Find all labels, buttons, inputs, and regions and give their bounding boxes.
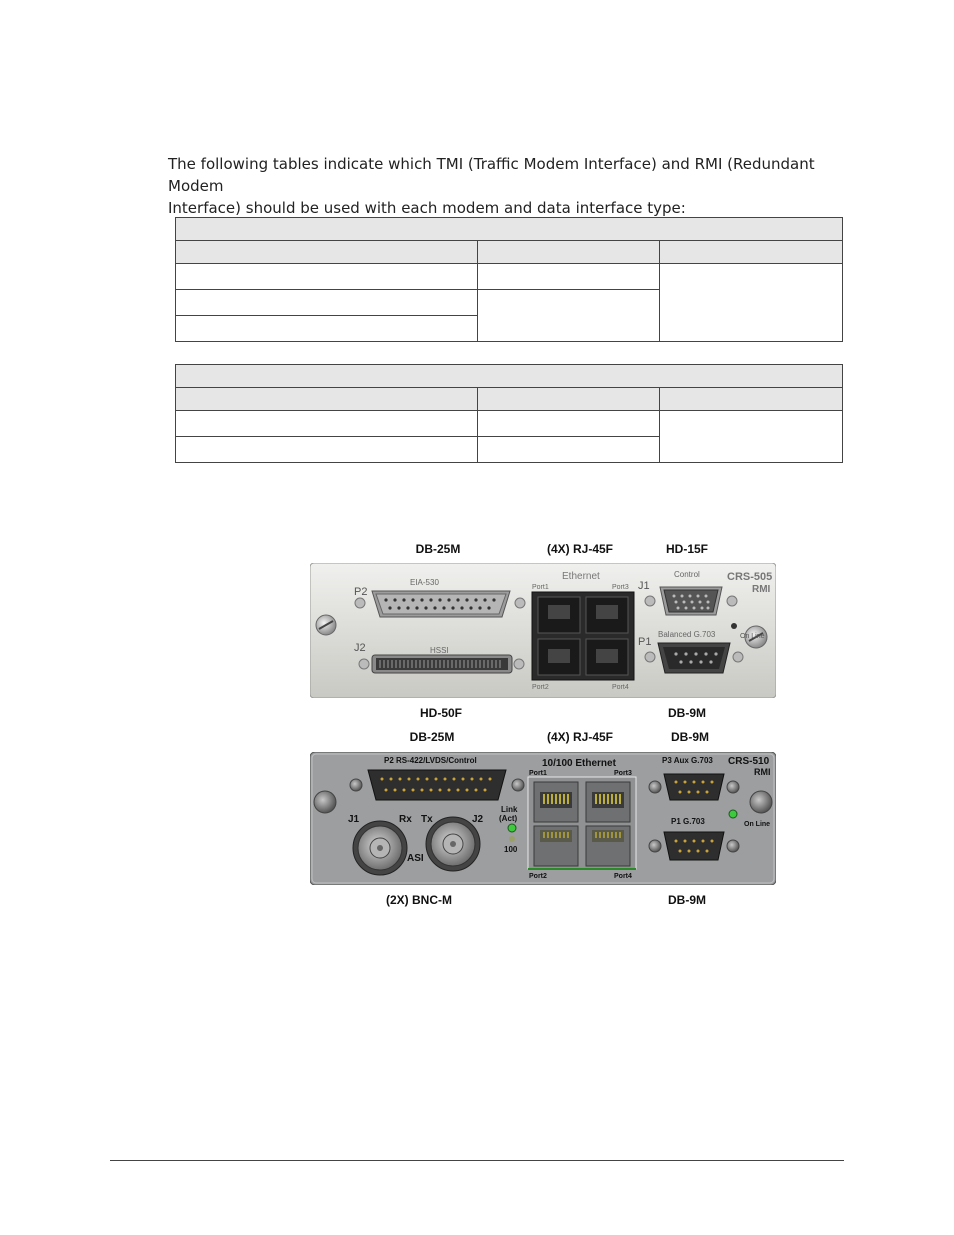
intro-line-2: Interface) should be used with each modem and data interface type:: [168, 199, 686, 217]
j2-label: J2: [354, 642, 366, 654]
db25-connector[interactable]: [350, 770, 524, 800]
panel-screw-left: [314, 791, 336, 813]
link-led: [508, 824, 516, 832]
bnc-connector-rx[interactable]: [353, 821, 407, 875]
link-label: Link: [501, 805, 518, 814]
figure2-label-db25m: DB-25M: [409, 730, 455, 744]
p2-label: P2 RS-422/LVDS/Control: [384, 756, 477, 765]
rj45-port-4[interactable]: [586, 639, 628, 675]
asi-label: ASI: [407, 853, 424, 864]
speed-led: [509, 836, 515, 842]
port1-label: Port1: [532, 584, 549, 591]
table-header-row: [176, 241, 843, 264]
intro-line-1: The following tables indicate which TMI (Traffic Modem Interface) and RMI (Redundant Modem: [168, 155, 815, 195]
eia530-label: EIA-530: [410, 578, 439, 587]
rmi-label: RMI: [754, 767, 771, 777]
rj45-port-4[interactable]: [586, 826, 630, 866]
ethernet-label: Ethernet: [562, 571, 600, 582]
figure2-label-bncm: (2X) BNC-M: [386, 893, 452, 907]
interface-table-1: [175, 217, 843, 342]
figure1-label-hd50f: HD-50F: [419, 706, 463, 720]
figure2-label-rj45f: (4X) RJ-45F: [546, 730, 614, 744]
rx-label: Rx: [399, 814, 412, 825]
j1-label: J1: [348, 814, 360, 825]
online-label: On Line: [740, 633, 765, 640]
rj45-port-2[interactable]: [538, 639, 580, 675]
intro-paragraph: [168, 153, 848, 219]
model-label: CRS-505: [727, 571, 773, 583]
port3-label: Port3: [612, 584, 629, 591]
hssi-label: HSSI: [430, 646, 449, 655]
hd50-connector[interactable]: [359, 655, 524, 673]
figure1-label-rj45f: (4X) RJ-45F: [546, 542, 614, 556]
port2-label: Port2: [529, 873, 547, 880]
rj45-port-2[interactable]: [534, 826, 578, 866]
rj45-port-3[interactable]: [586, 782, 630, 822]
j2-label: J2: [472, 814, 484, 825]
p1-label: P1: [638, 636, 652, 648]
table-header-row: [176, 388, 843, 411]
panel-screw-right: [750, 791, 772, 813]
act-label: (Act): [499, 814, 518, 823]
figure2-label-db9m-bottom: DB-9M: [668, 893, 706, 907]
online-led: [731, 623, 737, 629]
ethernet-label: 10/100 Ethernet: [542, 758, 616, 769]
figure1-label-hd15f: HD-15F: [665, 542, 709, 556]
port3-label: Port3: [614, 770, 632, 777]
tx-label: Tx: [421, 814, 433, 825]
figure2-label-db9m: DB-9M: [671, 730, 709, 744]
control-label: Control: [674, 570, 700, 579]
crs505-rmi-panel: [310, 563, 776, 698]
p2-label: P2: [354, 586, 368, 598]
model-label: CRS-510: [728, 756, 770, 767]
db25-connector[interactable]: [355, 591, 525, 617]
p1-label: P1 G.703: [671, 817, 705, 826]
table-title-row: [176, 365, 843, 388]
bnc-connector-tx[interactable]: [426, 817, 480, 871]
table-title-row: [176, 218, 843, 241]
panel-screw-left: [316, 615, 336, 635]
figure1-label-db25m: DB-25M: [415, 542, 461, 556]
100-label: 100: [504, 845, 518, 854]
rj45-port-1[interactable]: [534, 782, 578, 822]
table-row: [176, 264, 843, 290]
port2-label: Port2: [532, 684, 549, 691]
port4-label: Port4: [614, 873, 632, 880]
table-row: [176, 411, 843, 437]
p3-label: P3 Aux G.703: [662, 756, 713, 765]
footer-divider: [110, 1160, 844, 1161]
rmi-label: RMI: [752, 584, 771, 595]
port1-label: Port1: [529, 770, 547, 777]
rj45-port-3[interactable]: [586, 597, 628, 633]
balanced-g703-label: Balanced G.703: [658, 630, 716, 639]
figure1-label-db9m: DB-9M: [668, 706, 706, 720]
interface-table-2: [175, 364, 843, 463]
online-label: On Line: [744, 821, 771, 828]
online-led: [729, 810, 737, 818]
j1-label: J1: [638, 580, 650, 592]
port4-label: Port4: [612, 684, 629, 691]
rj45-port-1[interactable]: [538, 597, 580, 633]
crs510-rmi-panel: [310, 752, 776, 885]
